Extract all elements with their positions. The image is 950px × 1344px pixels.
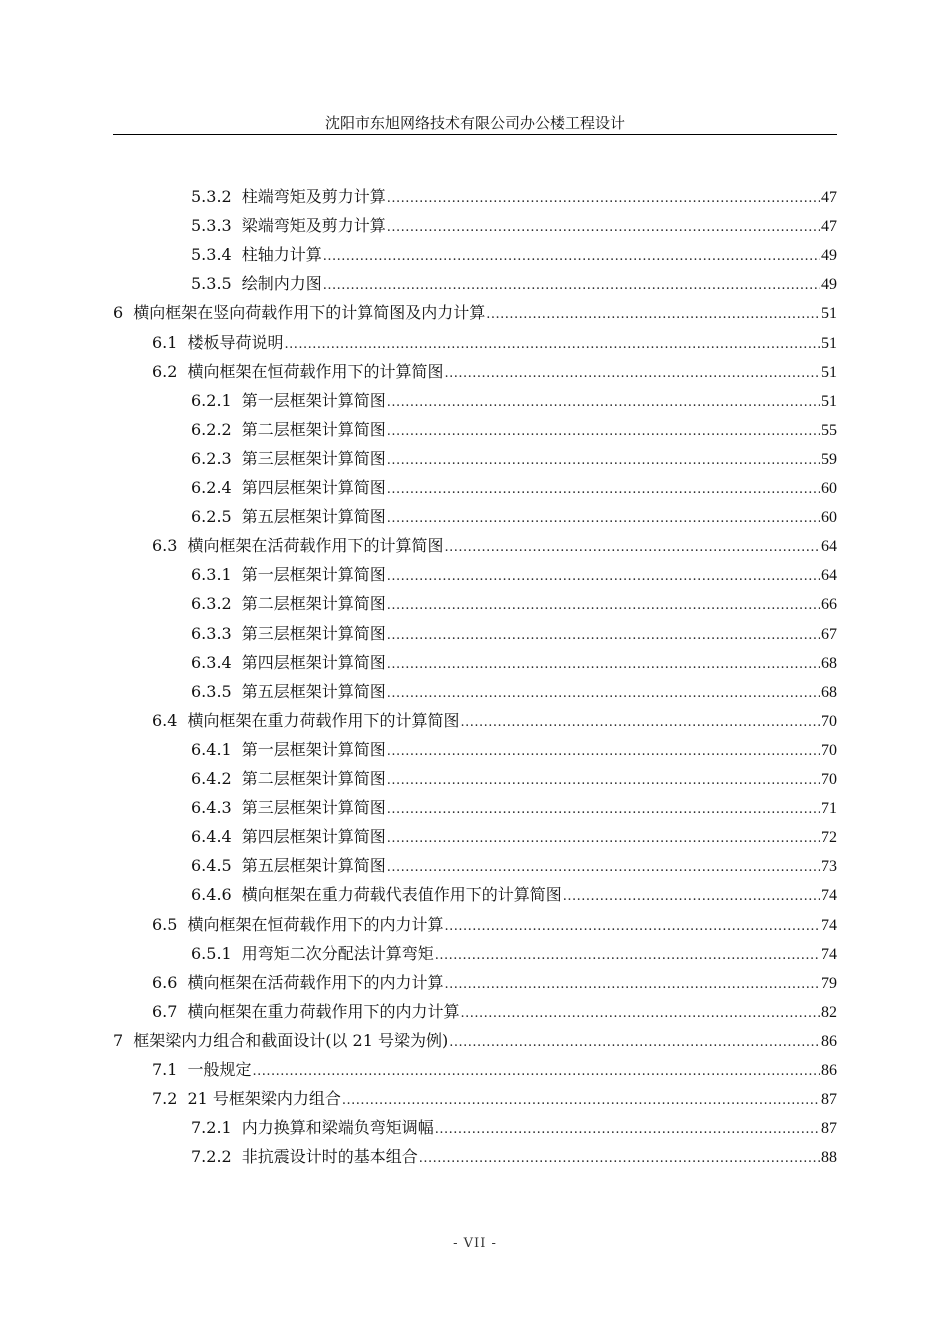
toc-entry-page: 51 (821, 393, 837, 410)
toc-entry-title: 横向框架在恒荷载作用下的内力计算 (187, 915, 444, 934)
toc-entry[interactable] (191, 619, 837, 648)
toc-entry-title: 楼板导荷说明 (187, 333, 284, 352)
toc-entry-number: 6.5 (152, 915, 178, 934)
toc-entry-page: 72 (821, 829, 837, 846)
toc-entry-title: 第三层框架计算简图 (241, 798, 386, 817)
toc-dot-leader (449, 1028, 820, 1055)
toc-dot-leader (563, 882, 820, 909)
toc-dot-leader (444, 970, 820, 997)
toc-dot-leader (387, 184, 820, 211)
toc-entry-title: 第一层框架计算简图 (241, 391, 386, 410)
toc-entry[interactable] (152, 910, 837, 939)
toc-entry-title: 第五层框架计算简图 (241, 507, 386, 526)
toc-dot-leader (435, 941, 820, 968)
toc-entry-page: 47 (821, 189, 837, 206)
toc-entry-number: 6.3 (152, 536, 178, 555)
toc-dot-leader (387, 621, 820, 648)
toc-entry-page: 51 (821, 335, 837, 352)
toc-entry-number: 5.3.5 (191, 274, 232, 293)
toc-entry[interactable] (191, 677, 837, 706)
toc-entry-number: 6.2.5 (191, 507, 232, 526)
toc-entry-page: 88 (821, 1149, 837, 1166)
toc-entry[interactable] (191, 473, 837, 502)
toc-entry-title: 第五层框架计算简图 (241, 682, 386, 701)
toc-entry[interactable] (191, 240, 837, 269)
toc-dot-leader (387, 213, 820, 240)
toc-entry[interactable] (152, 328, 837, 357)
toc-entry-number: 6.6 (152, 973, 178, 992)
toc-dot-leader (387, 388, 820, 415)
toc-entry-page: 67 (821, 626, 837, 643)
toc-entry[interactable] (113, 298, 837, 327)
toc-entry-number: 6.5.1 (191, 944, 232, 963)
toc-dot-leader (387, 766, 820, 793)
toc-entry-number: 5.3.3 (191, 216, 232, 235)
toc-entry-number: 6.4.6 (191, 885, 232, 904)
toc-entry[interactable] (191, 851, 837, 880)
toc-entry-title: 第四层框架计算简图 (241, 478, 386, 497)
toc-entry[interactable] (152, 1055, 837, 1084)
toc-entry-number: 6.1 (152, 333, 178, 352)
toc-entry-number: 6 (113, 303, 124, 322)
toc-entry-page: 55 (821, 422, 837, 439)
toc-entry[interactable] (191, 764, 837, 793)
toc-entry[interactable] (191, 939, 837, 968)
toc-entry-title: 第五层框架计算简图 (241, 856, 386, 875)
toc-entry-number: 7 (113, 1031, 124, 1050)
toc-entry-number: 7.1 (152, 1060, 178, 1079)
toc-entry-page: 71 (821, 800, 837, 817)
toc-entry-page: 70 (821, 742, 837, 759)
toc-entry-title: 框架梁内力组合和截面设计(以 21 号梁为例) (133, 1031, 449, 1050)
toc-entry-page: 79 (821, 975, 837, 992)
toc-dot-leader (387, 504, 820, 531)
toc-entry-title: 绘制内力图 (241, 274, 322, 293)
toc-entry-number: 6.2.1 (191, 391, 232, 410)
toc-dot-leader (444, 359, 820, 386)
toc-entry-title: 柱端弯矩及剪力计算 (241, 187, 386, 206)
toc-entry[interactable] (191, 822, 837, 851)
toc-entry-number: 6.4 (152, 711, 178, 730)
toc-entry-title: 第二层框架计算简图 (241, 594, 386, 613)
toc-dot-leader (323, 271, 820, 298)
toc-entry-page: 51 (821, 364, 837, 381)
toc-entry-title: 第一层框架计算简图 (241, 740, 386, 759)
toc-entry-page: 82 (821, 1004, 837, 1021)
toc-entry[interactable] (152, 531, 837, 560)
toc-entry[interactable] (191, 1113, 837, 1142)
toc-entry-title: 用弯矩二次分配法计算弯矩 (241, 944, 434, 963)
toc-entry-page: 47 (821, 218, 837, 235)
toc-entry-title: 横向框架在竖向荷载作用下的计算简图及内力计算 (133, 303, 486, 322)
toc-entry-number: 6.4.2 (191, 769, 232, 788)
toc-entry[interactable] (152, 997, 837, 1026)
toc-entry-title: 第四层框架计算简图 (241, 653, 386, 672)
toc-entry[interactable] (191, 444, 837, 473)
toc-entry-title: 横向框架在活荷载作用下的计算简图 (187, 536, 444, 555)
toc-entry-title: 横向框架在恒荷载作用下的计算简图 (187, 362, 444, 381)
toc-entry-number: 6.4.4 (191, 827, 232, 846)
toc-entry[interactable] (191, 589, 837, 618)
toc-dot-leader (387, 446, 820, 473)
page-number: - VII - (453, 1236, 497, 1251)
toc-entry-number: 6.3.5 (191, 682, 232, 701)
toc-entry-page: 70 (821, 713, 837, 730)
toc-entry-page: 73 (821, 858, 837, 875)
toc-entry[interactable] (191, 415, 837, 444)
toc-entry-number: 6.3.2 (191, 594, 232, 613)
toc-entry-page: 87 (821, 1091, 837, 1108)
header-rule (113, 134, 837, 135)
toc-entry-number: 6.7 (152, 1002, 178, 1021)
toc-entry-number: 6.2.3 (191, 449, 232, 468)
toc-entry-page: 68 (821, 655, 837, 672)
toc-entry-number: 5.3.4 (191, 245, 232, 264)
toc-dot-leader (435, 1115, 820, 1142)
toc-entry-title: 第四层框架计算简图 (241, 827, 386, 846)
toc-dot-leader (284, 330, 820, 357)
toc-entry-page: 60 (821, 480, 837, 497)
toc-dot-leader (387, 650, 820, 677)
toc-entry-page: 64 (821, 538, 837, 555)
toc-entry-page: 74 (821, 887, 837, 904)
toc-entry-title: 横向框架在重力荷载作用下的内力计算 (187, 1002, 460, 1021)
toc-dot-leader (419, 1144, 820, 1171)
toc-dot-leader (387, 737, 820, 764)
toc-dot-leader (387, 475, 820, 502)
toc-entry-page: 74 (821, 946, 837, 963)
toc-entry-number: 6.4.3 (191, 798, 232, 817)
toc-entry[interactable] (191, 211, 837, 240)
toc-entry[interactable] (113, 1026, 837, 1055)
toc-entry-page: 68 (821, 684, 837, 701)
toc-entry-number: 7.2.2 (191, 1147, 232, 1166)
toc-entry-title: 横向框架在重力荷载作用下的计算简图 (187, 711, 460, 730)
toc-entry-title: 梁端弯矩及剪力计算 (241, 216, 386, 235)
toc-dot-leader (387, 591, 820, 618)
toc-entry-page: 49 (821, 276, 837, 293)
toc-dot-leader (323, 242, 820, 269)
toc-dot-leader (387, 417, 820, 444)
toc-entry[interactable] (191, 735, 837, 764)
toc-entry[interactable] (191, 269, 837, 298)
toc-entry-number: 7.2.1 (191, 1118, 232, 1137)
toc-entry-page: 74 (821, 917, 837, 934)
toc-dot-leader (460, 999, 820, 1026)
toc-entry-number: 6.4.1 (191, 740, 232, 759)
toc-entry[interactable] (191, 386, 837, 415)
toc-entry-page: 59 (821, 451, 837, 468)
toc-entry-page: 60 (821, 509, 837, 526)
toc-entry[interactable] (191, 182, 837, 211)
toc-entry-title: 21 号框架梁内力组合 (187, 1089, 341, 1108)
toc-entry[interactable] (191, 1142, 837, 1171)
toc-entry-number: 6.3.3 (191, 624, 232, 643)
toc-entry-page: 70 (821, 771, 837, 788)
toc-entry-number: 6.2.2 (191, 420, 232, 439)
toc-entry-title: 第一层框架计算简图 (241, 565, 386, 584)
toc-entry-number: 6.4.5 (191, 856, 232, 875)
toc-entry-page: 66 (821, 596, 837, 613)
toc-entry-title: 第三层框架计算简图 (241, 624, 386, 643)
toc-entry-page: 51 (821, 305, 837, 322)
toc-dot-leader (387, 562, 820, 589)
toc-dot-leader (387, 824, 820, 851)
toc-entry-title: 横向框架在活荷载作用下的内力计算 (187, 973, 444, 992)
toc-entry-page: 49 (821, 247, 837, 264)
toc-entry-number: 7.2 (152, 1089, 178, 1108)
toc-dot-leader (387, 853, 820, 880)
toc-entry-title: 柱轴力计算 (241, 245, 322, 264)
toc-dot-leader (444, 533, 820, 560)
toc-dot-leader (387, 795, 820, 822)
toc-entry[interactable] (191, 648, 837, 677)
toc-entry-title: 横向框架在重力荷载代表值作用下的计算简图 (241, 885, 562, 904)
toc-entry-page: 87 (821, 1120, 837, 1137)
toc-entry-title: 第二层框架计算简图 (241, 420, 386, 439)
toc-dot-leader (252, 1057, 820, 1084)
toc-entry-page: 86 (821, 1062, 837, 1079)
toc-dot-leader (387, 679, 820, 706)
toc-dot-leader (486, 300, 820, 327)
toc-entry[interactable] (191, 502, 837, 531)
toc-entry-title: 第三层框架计算简图 (241, 449, 386, 468)
toc-entry[interactable] (152, 357, 837, 386)
toc-dot-leader (444, 912, 820, 939)
toc-entry-number: 6.2.4 (191, 478, 232, 497)
toc-entry[interactable] (152, 1084, 837, 1113)
toc-entry[interactable] (191, 880, 837, 909)
toc-entry-title: 第二层框架计算简图 (241, 769, 386, 788)
toc-entry[interactable] (191, 793, 837, 822)
toc-entry-number: 6.3.1 (191, 565, 232, 584)
toc-entry-number: 6.2 (152, 362, 178, 381)
toc-entry[interactable] (152, 968, 837, 997)
toc-entry-title: 内力换算和梁端负弯矩调幅 (241, 1118, 434, 1137)
toc-entry-number: 6.3.4 (191, 653, 232, 672)
toc-dot-leader (460, 708, 820, 735)
toc-entry-title: 非抗震设计时的基本组合 (241, 1147, 418, 1166)
toc-entry[interactable] (191, 560, 837, 589)
toc-entry-number: 5.3.2 (191, 187, 232, 206)
toc-entry[interactable] (152, 706, 837, 735)
toc-entry-page: 64 (821, 567, 837, 584)
toc-entry-title: 一般规定 (187, 1060, 252, 1079)
toc-entry-page: 86 (821, 1033, 837, 1050)
toc-dot-leader (342, 1086, 820, 1113)
page-header-title: 沈阳市东旭网络技术有限公司办公楼工程设计 (324, 114, 625, 132)
